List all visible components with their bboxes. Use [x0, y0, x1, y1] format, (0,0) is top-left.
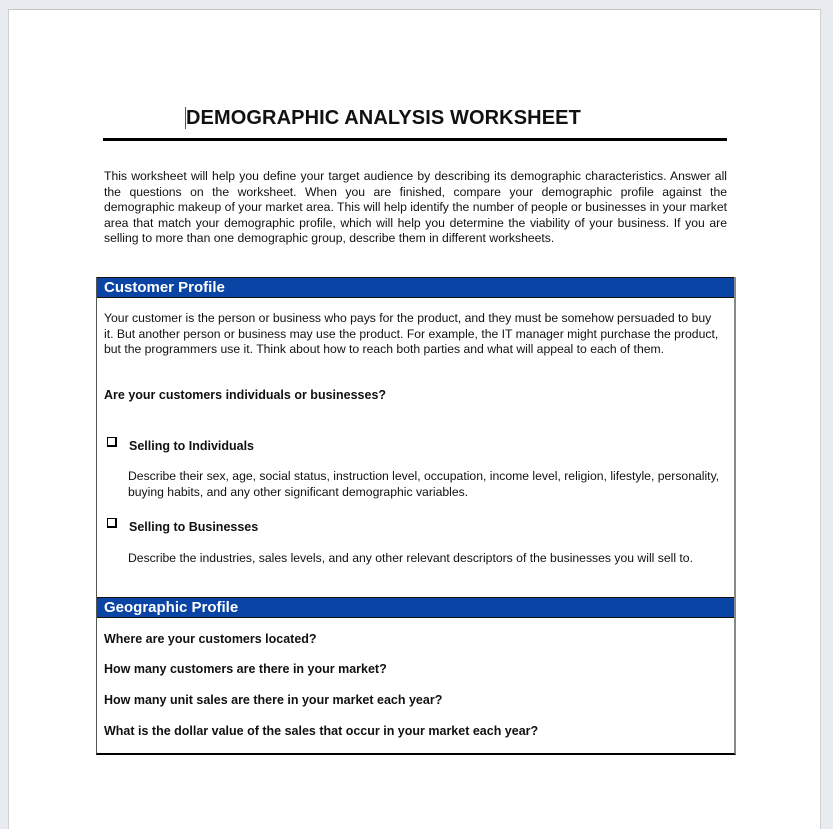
geographic-profile-header[interactable]: Geographic Profile: [97, 597, 734, 618]
geo-question-location[interactable]: Where are your customers located?: [104, 632, 317, 646]
geo-question-dollar-value[interactable]: What is the dollar value of the sales that occur in your market each year?: [104, 724, 539, 738]
title-divider: [103, 138, 727, 141]
geo-question-unit-sales[interactable]: How many unit sales are there in your market each year?: [104, 693, 443, 707]
customer-type-question[interactable]: Are your customers individuals or businesses?: [104, 388, 387, 402]
businesses-checkbox-icon[interactable]: [107, 518, 117, 528]
customer-profile-header[interactable]: Customer Profile: [97, 277, 734, 298]
individuals-option-label[interactable]: Selling to Individuals: [129, 439, 255, 453]
businesses-option-label[interactable]: Selling to Businesses: [129, 520, 259, 534]
customer-profile-section: [96, 277, 736, 597]
businesses-description[interactable]: Describe the industries, sales levels, and any other relevant descriptors of the businesses you will sell to.: [128, 551, 693, 565]
individuals-checkbox-icon[interactable]: [107, 437, 117, 447]
individuals-description[interactable]: Describe their sex, age, social status, instruction level, occupation, income level, religion, lifestyle, personality, buying habits, and any other significant demographic variables.: [128, 469, 720, 499]
intro-paragraph[interactable]: This worksheet will help you define your target audience by describing its demographic characteristics. Answer all the questions on the worksheet. When you are finished, compare your demographic profile against the demographic makeup of your market area. This will help identify the number of people or businesses in your market area that match your demographic profile, which will help you determine the viability of your business. If you are selling to more than one demographic group, describe them in different worksheets.: [104, 169, 727, 246]
geographic-profile-section: [96, 597, 736, 755]
customer-profile-description[interactable]: Your customer is the person or business who pays for the product, and they must be somehow persuaded to buy it. But another person or business may use the product. For example, the IT manager might purchase the product, but the programmers use it. Think about how to reach both parties and what will appeal to each of them.: [104, 311, 719, 357]
document-title[interactable]: DEMOGRAPHIC ANALYSIS WORKSHEET: [186, 107, 581, 129]
geo-question-customer-count[interactable]: How many customers are there in your market?: [104, 662, 387, 676]
